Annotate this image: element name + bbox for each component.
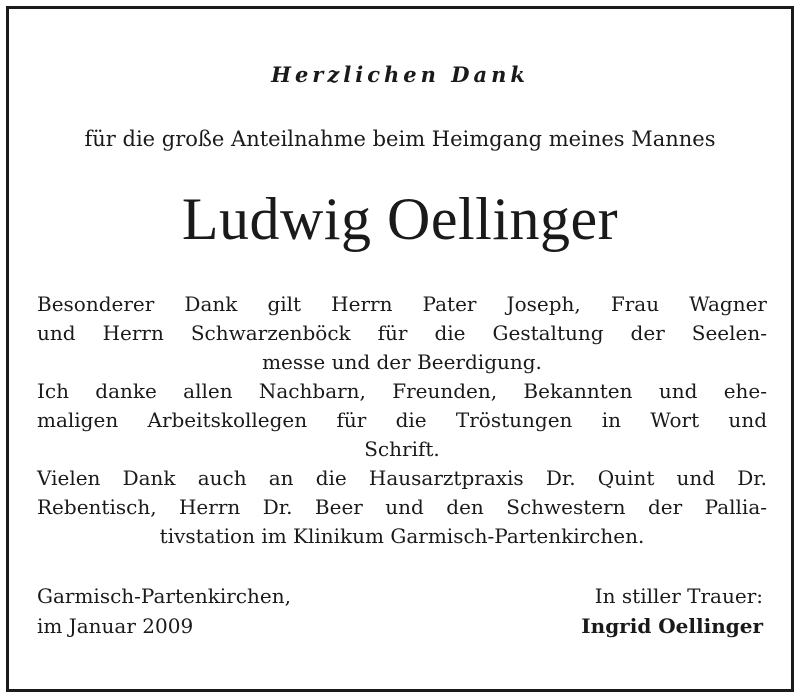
thanks-line: und Herrn Schwarzenböck für die Gestaltung der Seelen-	[37, 321, 767, 345]
thanks-line: tivstation im Klinikum Garmisch-Partenkirchen.	[159, 524, 645, 548]
signatory-name: Ingrid Oellinger	[581, 614, 763, 638]
mourning-label: In stiller Trauer:	[594, 584, 763, 608]
date-text: im Januar 2009	[37, 614, 194, 638]
signature-block	[581, 581, 763, 641]
notice-intro: für die große Anteilnahme beim Heimgang meines Mannes	[84, 127, 716, 151]
thanks-line: Ich danke allen Nachbarn, Freunden, Bekannten und ehe-	[37, 379, 767, 403]
obituary-notice	[6, 6, 794, 692]
place-text: Garmisch-Partenkirchen,	[37, 584, 291, 608]
thanks-line: maligen Arbeitskollegen für die Tröstungen in Wort und	[37, 408, 767, 432]
thanks-line: Besonderer Dank gilt Herrn Pater Joseph, Frau Wagner	[37, 292, 767, 316]
thanks-line: Rebentisch, Herrn Dr. Beer und den Schwestern der Pallia-	[37, 495, 767, 519]
deceased-name: Ludwig Oellinger	[181, 186, 619, 252]
place-date-block	[37, 581, 291, 641]
notice-heading: Herzlichen Dank	[271, 62, 529, 87]
thanks-text	[37, 290, 767, 551]
thanks-line: Vielen Dank auch an die Hausarztpraxis Dr. Quint und Dr.	[37, 466, 767, 490]
thanks-line: messe und der Beerdigung.	[262, 350, 542, 374]
thanks-line: Schrift.	[364, 437, 440, 461]
